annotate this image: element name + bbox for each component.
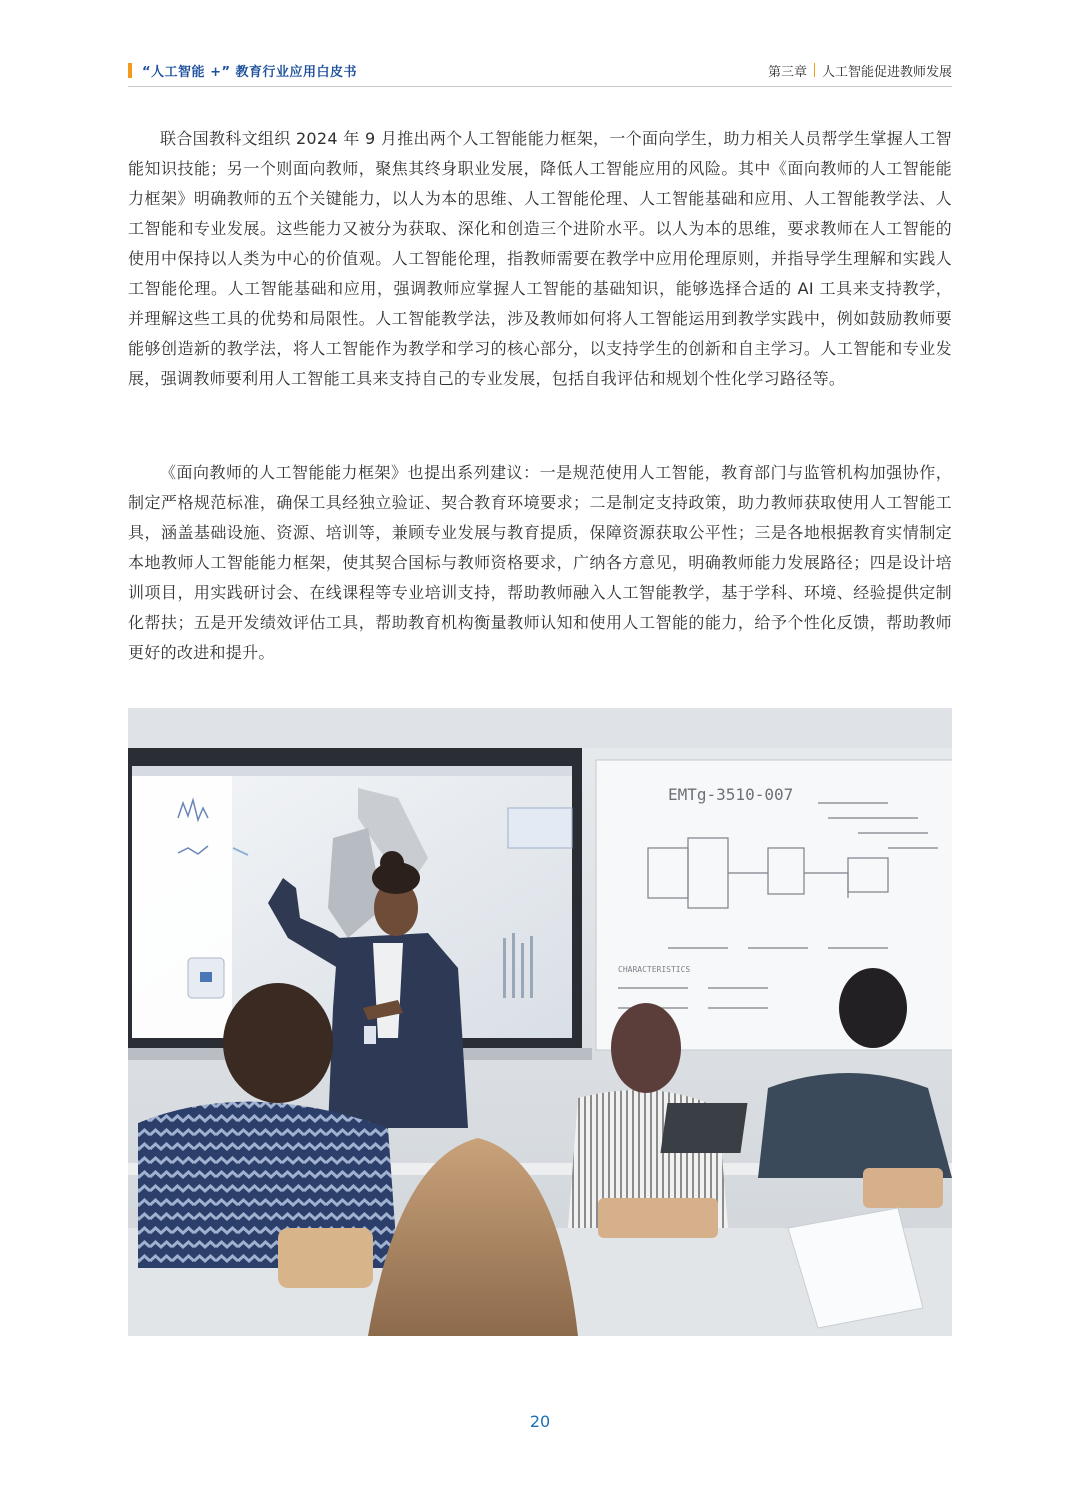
paragraph-text: 《面向教师的人工智能能力框架》也提出系列建议：一是规范使用人工智能，教育部门与监管机构加强协作，制定严格规范标准，确保工具经独立验证、契合教育环境要求；二是制定支持政策，助力教师获取使用人工智能工具，涵盖基础设施、资源、培训等，兼顾专业发展与教育提质，保障资源获取公平性；三是各地根据教育实情制定本地教师人工智能能力框架，使其契合国标与教师资格要求，广纳各方意见，明确教师能力发展路径；四是设计培训项目，用实践研讨会、在线课程等专业培训支持，帮助教师融入人工智能教学，基于学科、环境、经验提供定制化帮扶；五是开发绩效评估工具，帮助教育机构衡量教师认知和使用人工智能的能力，给予个性化反馈，帮助教师更好的改进和提升。	[128, 463, 952, 662]
header-right	[768, 61, 952, 80]
section-label: 人工智能促进教师发展	[821, 64, 952, 80]
whiteboard-heading: EMTg-3510-007	[668, 785, 794, 804]
paragraph-text: 联合国教科文组织 2024 年 9 月推出两个人工智能能力框架，一个面向学生，助力相关人员帮学生掌握人工智能知识技能；另一个则面向教师，聚焦其终身职业发展，降低人工智能应用的风险。其中《面向教师的人工智能能力框架》明确教师的五个关键能力，以人为本的思维、人工智能伦理、人工智能基础和应用、人工智能教学法、人工智能和专业发展。这些能力又被分为获取、深化和创造三个进阶水平。以人为本的思维，要求教师在人工智能的使用中保持以人类为中心的价值观。人工智能伦理，指教师需要在教学中应用伦理原则，并指导学生理解和实践人工智能伦理。人工智能基础和应用，强调教师应掌握人工智能的基础知识，能够选择合适的 AI 工具来支持教学，并理解这些工具的优势和局限性。人工智能教学法，涉及教师如何将人工智能运用到教学实践中，例如鼓励教师要能够创造新的教学法，将人工智能作为教学和学习的核心部分，以支持学生的创新和自主学习。人工智能和专业发展，强调教师要利用人工智能工具来支持自己的专业发展，包括自我评估和规划个性化学习路径等。	[128, 129, 952, 388]
whiteboard-note: CHARACTERISTICS	[618, 965, 691, 974]
header-divider	[128, 86, 952, 87]
header-separator	[814, 63, 815, 77]
header-left	[128, 61, 357, 80]
page-header	[128, 56, 952, 84]
document-title: “人工智能 +” 教育行业应用白皮书	[142, 64, 358, 80]
page-number: 20	[529, 1412, 551, 1431]
header-accent-bar	[128, 63, 132, 78]
body-paragraph-2	[128, 458, 952, 668]
chapter-label: 第三章	[767, 64, 807, 80]
body-paragraph-1	[128, 124, 952, 394]
classroom-photo	[128, 708, 952, 1336]
